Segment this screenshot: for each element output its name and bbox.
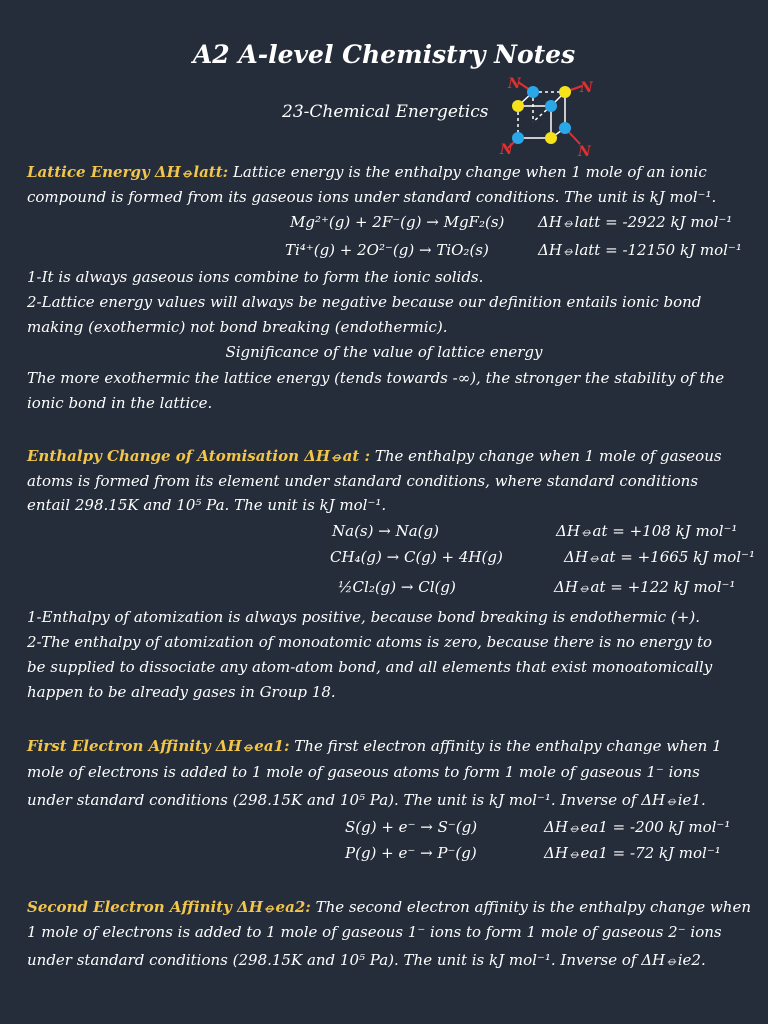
lattice-equation-value: ΔH⦵latt = -2922 kJ mol⁻¹ [538,213,733,231]
ea2-heading: Second Electron Affinity ΔH⦵ea2: [27,898,311,916]
ea1-definition-line [27,736,722,756]
atomisation-equation: ½Cl₂(g) → Cl(g) [338,578,456,596]
atomisation-point: be supplied to dissociate any atom-atom bond, and all elements that exist monoatomically [27,658,713,676]
lattice-significance-title: Significance of the value of lattice energy [225,343,543,361]
chapter-subtitle: 23-Chemical Energetics [282,102,489,122]
ea1-text: The first electron affinity is the enthalpy change when 1 [289,737,722,755]
ea1-heading: First Electron Affinity ΔH⦵ea1: [27,737,290,755]
atomisation-text: atoms is formed from its element under standard conditions, where standard conditions [27,472,699,490]
ea1-text: mole of electrons is added to 1 mole of gaseous atoms to form 1 mole of gaseous 1⁻ ions [27,763,700,781]
atomisation-equation: Na(s) → Na(g) [332,522,439,540]
lattice-definition-line [27,162,707,182]
nitrogen-label: N [508,76,521,92]
ea2-definition-line [27,897,751,917]
ea1-equation: P(g) + e⁻ → P⁻(g) [345,844,477,862]
atomisation-equation-value: ΔH⦵at = +122 kJ mol⁻¹ [554,578,736,596]
atomisation-point: 1-Enthalpy of atomization is always positive, because bond breaking is endothermic (+). [27,608,700,626]
lattice-equation: Mg²⁺(g) + 2F⁻(g) → MgF₂(s) [290,213,505,231]
ea2-text: The second electron affinity is the enthalpy change when [310,898,751,916]
ea1-equation-value: ΔH⦵ea1 = -72 kJ mol⁻¹ [544,844,721,862]
page-title: A2 A-level Chemistry Notes [192,40,576,69]
lattice-text: Lattice energy is the enthalpy change when 1 mole of an ionic [228,163,707,181]
lattice-equation-value: ΔH⦵latt = -12150 kJ mol⁻¹ [538,241,742,259]
atomisation-text: The enthalpy change when 1 mole of gaseous [370,447,722,465]
atomisation-equation-value: ΔH⦵at = +1665 kJ mol⁻¹ [564,548,755,566]
lattice-point: 1-It is always gaseous ions combine to form the ionic solids. [27,268,484,286]
ea1-equation: S(g) + e⁻ → S⁻(g) [345,818,478,836]
atomisation-point: happen to be already gases in Group 18. [27,683,336,701]
lattice-significance-text: The more exothermic the lattice energy (tends towards -∞), the stronger the stability of the [27,369,725,387]
lattice-point: 2-Lattice energy values will always be negative because our definition entails ionic bond [27,293,702,311]
molecule-logo [498,72,608,162]
atomisation-equation: CH₄(g) → C(g) + 4H(g) [330,548,503,566]
ea1-text: under standard conditions (298.15K and 10⁵ Pa). The unit is kJ mol⁻¹. Inverse of ΔH⦵ie1. [27,791,706,809]
atomisation-text: entail 298.15K and 10⁵ Pa. The unit is kJ mol⁻¹. [27,496,387,514]
nitrogen-label: N [500,142,513,158]
atomisation-definition-line [27,446,722,466]
lattice-equation: Ti⁴⁺(g) + 2O²⁻(g) → TiO₂(s) [285,241,489,259]
ea2-text: 1 mole of electrons is added to 1 mole of gaseous 1⁻ ions to form 1 mole of gaseous 2⁻ ions [27,923,722,941]
nitrogen-label: N [578,144,591,160]
ea1-equation-value: ΔH⦵ea1 = -200 kJ mol⁻¹ [544,818,731,836]
atomisation-point: 2-The enthalpy of atomization of monoatomic atoms is zero, because there is no energy to [27,633,713,651]
lattice-energy-heading: Lattice Energy ΔH⦵latt: [27,163,229,181]
ea2-text: under standard conditions (298.15K and 10⁵ Pa). The unit is kJ mol⁻¹. Inverse of ΔH⦵ie2. [27,951,706,969]
lattice-point: making (exothermic) not bond breaking (endothermic). [27,318,448,336]
lattice-significance-text: ionic bond in the lattice. [27,394,213,412]
atomisation-heading: Enthalpy Change of Atomisation ΔH⦵at : [27,447,371,465]
nitrogen-label: N [580,80,593,96]
atomisation-equation-value: ΔH⦵at = +108 kJ mol⁻¹ [556,522,738,540]
lattice-text: compound is formed from its gaseous ions under standard conditions. The unit is kJ mol⁻¹. [27,188,717,206]
